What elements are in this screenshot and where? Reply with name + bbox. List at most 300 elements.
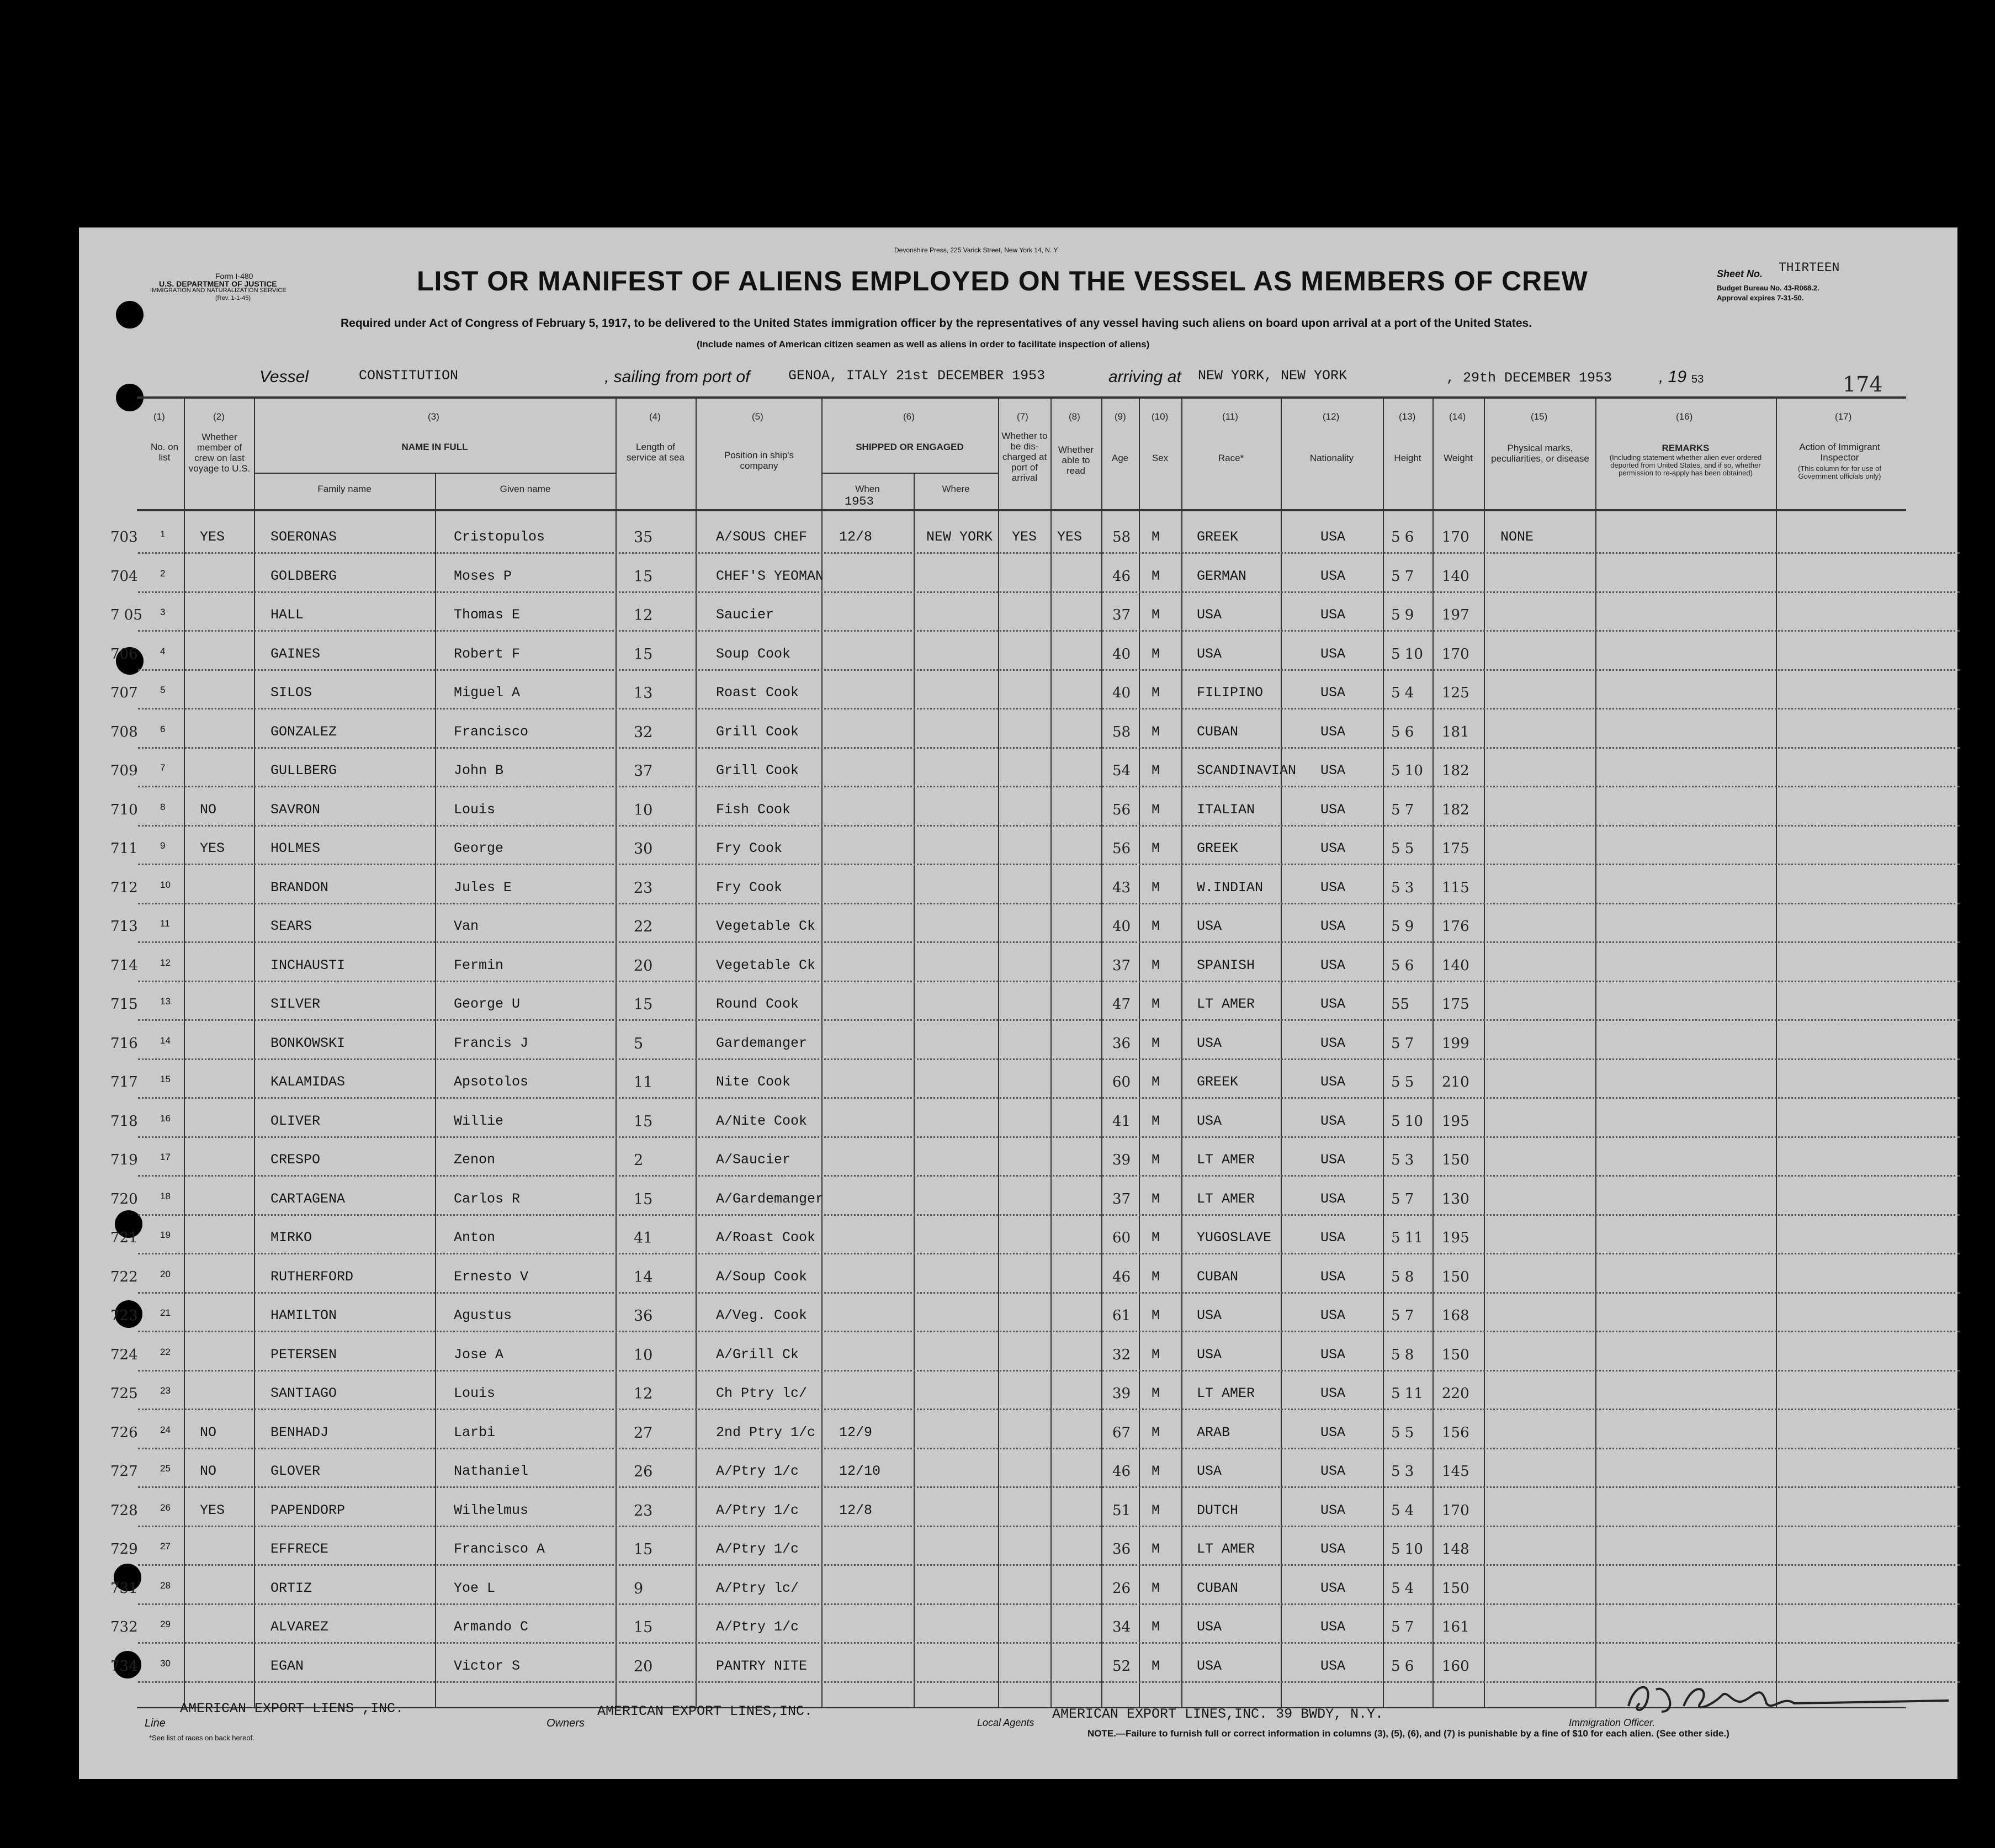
- cell-nat: USA: [1320, 840, 1346, 856]
- page-subtitle-note: (Include names of American citizen seamen as well as aliens in order to facilitate inspection of aliens): [697, 339, 1150, 350]
- cell-sex: M: [1152, 996, 1160, 1012]
- cell-left: 718: [110, 1113, 138, 1130]
- cell-age: 40: [1112, 645, 1131, 663]
- cell-when: 12/9: [839, 1424, 873, 1441]
- cell-nat: USA: [1320, 1268, 1346, 1285]
- cell-service: 11: [634, 1074, 653, 1091]
- cell-height: 5 5: [1391, 1074, 1414, 1090]
- form-dept: U.S. DEPARTMENT OF JUSTICE: [159, 279, 277, 288]
- cell-family: GLOVER: [270, 1463, 321, 1479]
- cell-family: EGAN: [270, 1658, 304, 1674]
- cell-no: 5: [160, 685, 166, 695]
- cell-race: SPANISH: [1197, 957, 1255, 973]
- arrival-date: , 29th DECEMBER 1953: [1446, 370, 1612, 386]
- cell-sex: M: [1152, 685, 1160, 701]
- header-able-to-read: Whether able to read: [1058, 444, 1094, 476]
- cell-sex: M: [1152, 607, 1160, 623]
- cell-age: 60: [1112, 1230, 1131, 1246]
- header-remarks-note: (Including statement whether alien ever ordered deported from United States, and if so, whether permission to re-apply has been obtained): [1609, 453, 1762, 477]
- row-divider: [138, 1058, 1960, 1060]
- arriving-label: arriving at: [1108, 368, 1181, 386]
- cell-given: Zenon: [454, 1152, 496, 1168]
- cell-service: 10: [634, 1346, 653, 1364]
- col-num: (16): [1676, 411, 1693, 422]
- owners-label: Owners: [546, 1717, 585, 1729]
- agents-label: Local Agents: [977, 1717, 1034, 1728]
- cell-left: 724: [110, 1346, 138, 1363]
- cell-left: 710: [110, 801, 138, 818]
- cell-height: 5 4: [1391, 1580, 1414, 1597]
- row-divider: [138, 1214, 1960, 1216]
- cell-left: 728: [110, 1502, 138, 1519]
- cell-left: 711: [110, 840, 138, 857]
- form-service: IMMIGRATION AND NATURALIZATION SERVICE: [150, 287, 286, 294]
- cell-given: Moses P: [454, 568, 512, 584]
- cell-service: 23: [634, 879, 653, 897]
- cell-sex: M: [1152, 1580, 1160, 1596]
- cell-height: 5 9: [1391, 918, 1414, 935]
- sailing-port: GENOA, ITALY 21st DECEMBER 1953: [788, 368, 1046, 384]
- cell-nat: USA: [1320, 1190, 1346, 1207]
- cell-service: 26: [634, 1463, 653, 1480]
- officer-label: Immigration Officer.: [1569, 1717, 1656, 1728]
- row-divider: [138, 786, 1960, 787]
- cell-no: 16: [160, 1113, 171, 1124]
- cell-given: Armando C: [454, 1619, 529, 1635]
- cell-height: 5 4: [1391, 685, 1414, 701]
- cell-race: ITALIAN: [1197, 801, 1255, 818]
- cell-sex: M: [1152, 879, 1160, 896]
- cell-family: SEARS: [270, 918, 312, 934]
- cell-left: 709: [110, 763, 138, 779]
- cell-weight: 210: [1442, 1074, 1469, 1090]
- cell-service: 32: [634, 723, 653, 741]
- cell-no: 1: [160, 529, 166, 539]
- cell-height: 5 3: [1391, 879, 1414, 896]
- cell-crew: YES: [200, 529, 225, 545]
- header-no-on-list: No. on list: [150, 442, 179, 463]
- cell-given: Van: [454, 918, 479, 934]
- stamp-number: 174: [1843, 372, 1883, 396]
- col-num: (4): [649, 411, 661, 422]
- cell-no: 7: [160, 763, 166, 773]
- cell-no: 15: [160, 1074, 171, 1084]
- cell-no: 13: [160, 996, 171, 1007]
- page-subtitle: Required under Act of Congress of February 5, 1917, to be delivered to the United States immigration officer by the representatives of any vessel having such aliens on board upon arrival at a port of the United States.: [341, 317, 1532, 330]
- cell-nat: USA: [1320, 1541, 1346, 1557]
- cell-sex: M: [1152, 723, 1160, 740]
- col-num: (17): [1835, 411, 1852, 422]
- cell-family: GONZALEZ: [270, 723, 337, 740]
- cell-age: 60: [1112, 1074, 1131, 1090]
- cell-left: 716: [110, 1035, 138, 1052]
- row-divider: [138, 864, 1960, 865]
- cell-age: 51: [1112, 1502, 1131, 1519]
- cell-left: 720: [110, 1190, 138, 1208]
- cell-nat: USA: [1320, 1502, 1346, 1518]
- cell-family: PETERSEN: [270, 1346, 337, 1363]
- cell-marks: NONE: [1500, 529, 1534, 545]
- cell-left: 732: [110, 1619, 138, 1635]
- cell-race: LT AMER: [1197, 1541, 1255, 1557]
- cell-nat: USA: [1320, 685, 1346, 701]
- cell-age: 54: [1112, 763, 1131, 779]
- cell-position: Saucier: [716, 607, 774, 623]
- row-divider: [138, 1019, 1960, 1021]
- cell-nat: USA: [1320, 529, 1346, 545]
- cell-no: 29: [160, 1619, 171, 1629]
- cell-given: George: [454, 840, 504, 856]
- cell-weight: 140: [1442, 957, 1469, 974]
- cell-age: 67: [1112, 1424, 1131, 1441]
- cell-age: 39: [1112, 1385, 1131, 1402]
- row-divider: [138, 591, 1960, 593]
- cell-race: GREEK: [1197, 529, 1239, 545]
- row-divider: [138, 1136, 1960, 1138]
- cell-weight: 170: [1442, 1502, 1469, 1519]
- cell-no: 9: [160, 840, 166, 851]
- cell-family: GAINES: [270, 645, 321, 662]
- cell-age: 56: [1112, 801, 1131, 818]
- cell-nat: USA: [1320, 1580, 1346, 1596]
- cell-age: 56: [1112, 840, 1131, 857]
- col-num: (11): [1222, 411, 1238, 422]
- cell-position: A/Ptry 1/c: [716, 1502, 799, 1518]
- cell-height: 5 8: [1391, 1268, 1414, 1285]
- cell-position: Gardemanger: [716, 1035, 808, 1051]
- cell-no: 8: [160, 801, 166, 812]
- cell-sex: M: [1152, 1190, 1160, 1207]
- cell-race: USA: [1197, 1113, 1222, 1129]
- cell-sex: M: [1152, 1307, 1160, 1323]
- col-num: (3): [428, 411, 439, 422]
- page-title: LIST OR MANIFEST OF ALIENS EMPLOYED ON THE VESSEL AS MEMBERS OF CREW: [417, 266, 1588, 296]
- table-top-border: [137, 396, 1906, 399]
- cell-sex: M: [1152, 1502, 1160, 1518]
- cell-position: Nite Cook: [716, 1074, 791, 1090]
- cell-height: 5 10: [1391, 645, 1423, 663]
- cell-nat: USA: [1320, 568, 1346, 584]
- cell-sex: M: [1152, 1113, 1160, 1129]
- cell-family: KALAMIDAS: [270, 1074, 346, 1090]
- penalty-note: NOTE.—Failure to furnish full or correct information in columns (3), (5), (6), and (7) is punishable by a fine of $10 for each alien. (See other side.): [1087, 1728, 1729, 1739]
- cell-no: 10: [160, 879, 171, 890]
- cell-no: 2: [160, 568, 166, 579]
- cell-position: CHEF'S YEOMAN: [716, 568, 824, 584]
- row-divider: [138, 552, 1960, 554]
- cell-weight: 176: [1442, 918, 1469, 935]
- cell-weight: 130: [1442, 1190, 1469, 1208]
- header-physical-marks: Physical marks, peculiarities, or disease: [1491, 443, 1589, 464]
- row-divider: [138, 1642, 1960, 1644]
- header-nationality: Nationality: [1309, 453, 1354, 463]
- cell-family: SOERONAS: [270, 529, 337, 545]
- cell-service: 14: [634, 1268, 653, 1286]
- cell-family: CRESPO: [270, 1152, 321, 1168]
- cell-left: 717: [110, 1074, 138, 1090]
- cell-family: BONKOWSKI: [270, 1035, 346, 1051]
- cell-family: INCHAUSTI: [270, 957, 346, 973]
- cell-race: USA: [1197, 607, 1222, 623]
- punch-hole: [116, 301, 144, 329]
- cell-race: DUTCH: [1197, 1502, 1239, 1518]
- cell-given: Nathaniel: [454, 1463, 529, 1479]
- cell-height: 5 4: [1391, 1502, 1414, 1519]
- cell-given: George U: [454, 996, 521, 1012]
- when-year: 1953: [845, 495, 874, 509]
- cell-weight: 199: [1442, 1035, 1469, 1052]
- cell-left: 719: [110, 1152, 138, 1168]
- cell-service: 5: [634, 1035, 644, 1052]
- cell-service: 27: [634, 1424, 653, 1442]
- cell-age: 36: [1112, 1541, 1131, 1558]
- cell-race: ARAB: [1197, 1424, 1230, 1441]
- cell-position: A/Ptry lc/: [716, 1580, 799, 1596]
- cell-service: 20: [634, 1658, 653, 1675]
- cell-given: Wilhelmus: [454, 1502, 529, 1518]
- row-divider: [138, 1097, 1960, 1099]
- cell-position: Fry Cook: [716, 840, 783, 856]
- header-name-in-full: NAME IN FULL: [401, 442, 468, 452]
- cell-sex: M: [1152, 1035, 1160, 1051]
- row-divider: [138, 630, 1960, 632]
- cell-weight: 170: [1442, 645, 1469, 663]
- cell-crew: NO: [200, 1424, 217, 1441]
- cell-weight: 161: [1442, 1619, 1469, 1635]
- row-divider: [138, 981, 1960, 982]
- cell-no: 14: [160, 1035, 171, 1046]
- cell-given: Ernesto V: [454, 1268, 529, 1285]
- cell-when: 12/10: [839, 1463, 881, 1479]
- cell-given: Jose A: [454, 1346, 504, 1363]
- cell-family: GOLDBERG: [270, 568, 337, 584]
- row-divider: [138, 1486, 1960, 1488]
- cell-nat: USA: [1320, 1307, 1346, 1323]
- cell-family: OLIVER: [270, 1113, 321, 1129]
- cell-service: 15: [634, 1113, 653, 1130]
- cell-nat: USA: [1320, 1074, 1346, 1090]
- cell-position: Grill Cook: [716, 723, 799, 740]
- cell-sex: M: [1152, 1074, 1160, 1090]
- arriving-port: NEW YORK, NEW YORK: [1198, 368, 1347, 384]
- cell-given: Carlos R: [454, 1190, 521, 1207]
- cell-family: ALVAREZ: [270, 1619, 329, 1635]
- cell-weight: 140: [1442, 568, 1469, 585]
- cell-height: 5 9: [1391, 607, 1414, 623]
- cell-sex: M: [1152, 529, 1160, 545]
- col-num: (10): [1152, 411, 1169, 422]
- cell-position: Grill Cook: [716, 763, 799, 779]
- printer-line: Devonshire Press, 225 Varick Street, New York 14, N. Y.: [894, 246, 1059, 254]
- cell-height: 5 3: [1391, 1463, 1414, 1480]
- col-num: (14): [1449, 411, 1466, 422]
- cell-service: 41: [634, 1230, 653, 1247]
- cell-race: USA: [1197, 1619, 1222, 1635]
- agents-value: AMERICAN EXPORT LINES,INC. 39 BWDY, N.Y.: [1052, 1706, 1384, 1722]
- approval-expires: Approval expires 7-31-50.: [1717, 294, 1804, 302]
- cell-nat: USA: [1320, 1424, 1346, 1441]
- cell-age: 32: [1112, 1346, 1131, 1363]
- cell-no: 4: [160, 645, 166, 656]
- col-num: (6): [903, 411, 915, 422]
- cell-height: 5 6: [1391, 723, 1414, 740]
- cell-family: CARTAGENA: [270, 1190, 346, 1207]
- cell-left: 707: [110, 685, 138, 701]
- cell-height: 5 6: [1391, 1658, 1414, 1675]
- cell-no: 30: [160, 1658, 171, 1669]
- cell-weight: 197: [1442, 607, 1469, 623]
- cell-sex: M: [1152, 763, 1160, 779]
- line-value: AMERICAN EXPORT LIENS ,INC.: [180, 1701, 404, 1717]
- cell-read: YES: [1057, 529, 1083, 545]
- cell-no: 20: [160, 1268, 171, 1279]
- header-length-of-service: Length of service at sea: [627, 442, 685, 463]
- cell-left: 703: [110, 529, 138, 546]
- cell-race: USA: [1197, 1035, 1222, 1051]
- line-label: Line: [145, 1717, 166, 1729]
- cell-position: Round Cook: [716, 996, 799, 1012]
- cell-nat: USA: [1320, 996, 1346, 1012]
- cell-race: LT AMER: [1197, 1190, 1255, 1207]
- col-num: (12): [1323, 411, 1340, 422]
- cell-height: 5 3: [1391, 1152, 1414, 1168]
- cell-no: 6: [160, 723, 166, 734]
- cell-position: Roast Cook: [716, 685, 799, 701]
- cell-left: 731: [110, 1580, 138, 1597]
- row-divider: [138, 1564, 1960, 1566]
- header-height: Height: [1394, 453, 1421, 463]
- cell-family: GULLBERG: [270, 763, 337, 779]
- cell-service: 15: [634, 645, 653, 663]
- cell-height: 5 5: [1391, 840, 1414, 857]
- cell-position: Fish Cook: [716, 801, 791, 818]
- table-header-bottom: [137, 509, 1906, 511]
- cell-nat: USA: [1320, 1346, 1346, 1363]
- cell-position: A/Soup Cook: [716, 1268, 808, 1285]
- cell-left: 729: [110, 1541, 138, 1558]
- col-num: (8): [1069, 411, 1080, 422]
- cell-given: Francisco: [454, 723, 529, 740]
- subheader-line: [254, 473, 616, 474]
- cell-weight: 182: [1442, 763, 1469, 779]
- cell-left: 708: [110, 723, 138, 740]
- cell-service: 15: [634, 1541, 653, 1558]
- cell-when: 12/8: [839, 1502, 873, 1518]
- cell-weight: 175: [1442, 996, 1469, 1013]
- row-divider: [138, 1175, 1960, 1177]
- cell-service: 30: [634, 840, 653, 857]
- cell-race: USA: [1197, 918, 1222, 934]
- col-num: (15): [1531, 411, 1548, 422]
- cell-nat: USA: [1320, 763, 1346, 779]
- cell-given: Jules E: [454, 879, 512, 896]
- cell-when: 12/8: [839, 529, 873, 545]
- row-divider: [138, 1370, 1960, 1372]
- row-divider: [138, 825, 1960, 827]
- owners-value: AMERICAN EXPORT LINES,INC.: [597, 1703, 813, 1719]
- cell-weight: 181: [1442, 723, 1469, 740]
- row-divider: [138, 941, 1960, 943]
- cell-nat: USA: [1320, 879, 1346, 896]
- cell-left: 734: [110, 1658, 138, 1675]
- cell-position: A/Ptry 1/c: [716, 1541, 799, 1557]
- cell-nat: USA: [1320, 1113, 1346, 1129]
- cell-age: 46: [1112, 1463, 1131, 1480]
- cell-age: 46: [1112, 568, 1131, 585]
- cell-sex: M: [1152, 568, 1160, 584]
- cell-height: 5 7: [1391, 801, 1414, 818]
- cell-family: PAPENDORP: [270, 1502, 346, 1518]
- cell-race: CUBAN: [1197, 1268, 1239, 1285]
- cell-crew: YES: [200, 840, 225, 856]
- header-weight: Weight: [1444, 453, 1473, 463]
- header-action-inspector: Action of Immigrant Inspector: [1799, 442, 1880, 463]
- cell-given: Francis J: [454, 1035, 529, 1051]
- cell-sex: M: [1152, 1385, 1160, 1401]
- cell-weight: 156: [1442, 1424, 1469, 1441]
- cell-position: Ch Ptry lc/: [716, 1385, 808, 1401]
- cell-weight: 182: [1442, 801, 1469, 818]
- cell-service: 12: [634, 1385, 653, 1402]
- cell-weight: 150: [1442, 1268, 1469, 1285]
- cell-given: Cristopulos: [454, 529, 545, 545]
- cell-sex: M: [1152, 1541, 1160, 1557]
- cell-given: Apsotolos: [454, 1074, 529, 1090]
- cell-height: 5 5: [1391, 1424, 1414, 1441]
- cell-family: HOLMES: [270, 840, 321, 856]
- cell-discharged: YES: [1012, 529, 1037, 545]
- cell-race: SCANDINAVIAN: [1197, 763, 1297, 779]
- cell-position: A/Saucier: [716, 1152, 791, 1168]
- cell-service: 15: [634, 1619, 653, 1636]
- cell-position: A/Ptry 1/c: [716, 1619, 799, 1635]
- cell-age: 58: [1112, 529, 1131, 546]
- cell-height: 5 7: [1391, 1190, 1414, 1208]
- cell-no: 19: [160, 1230, 171, 1240]
- row-divider: [138, 747, 1960, 749]
- cell-left: 725: [110, 1385, 138, 1402]
- header-remarks: REMARKS: [1662, 443, 1710, 453]
- cell-family: ORTIZ: [270, 1580, 312, 1596]
- header-when: When: [855, 484, 880, 494]
- cell-left: 715: [110, 996, 138, 1013]
- cell-nat: USA: [1320, 1230, 1346, 1246]
- cell-sex: M: [1152, 1658, 1160, 1674]
- races-note: *See list of races on back hereof.: [149, 1734, 254, 1742]
- cell-race: W.INDIAN: [1197, 879, 1264, 896]
- cell-family: HAMILTON: [270, 1307, 337, 1323]
- cell-nat: USA: [1320, 1463, 1346, 1479]
- cell-where: NEW YORK: [926, 529, 993, 545]
- cell-weight: 160: [1442, 1658, 1469, 1675]
- cell-race: CUBAN: [1197, 723, 1239, 740]
- cell-weight: 195: [1442, 1230, 1469, 1246]
- cell-crew: NO: [200, 1463, 217, 1479]
- row-divider: [138, 1253, 1960, 1254]
- cell-left: 726: [110, 1424, 138, 1441]
- cell-no: 25: [160, 1463, 171, 1474]
- cell-height: 5 10: [1391, 1113, 1423, 1130]
- row-divider: [138, 1292, 1960, 1294]
- inspector-signature: [1617, 1673, 1949, 1723]
- row-divider: [138, 1448, 1960, 1449]
- cell-height: 55: [1391, 996, 1410, 1013]
- row-divider: [138, 708, 1960, 709]
- cell-family: BENHADJ: [270, 1424, 329, 1441]
- cell-sex: M: [1152, 801, 1160, 818]
- cell-position: Soup Cook: [716, 645, 791, 662]
- cell-family: BRANDON: [270, 879, 329, 896]
